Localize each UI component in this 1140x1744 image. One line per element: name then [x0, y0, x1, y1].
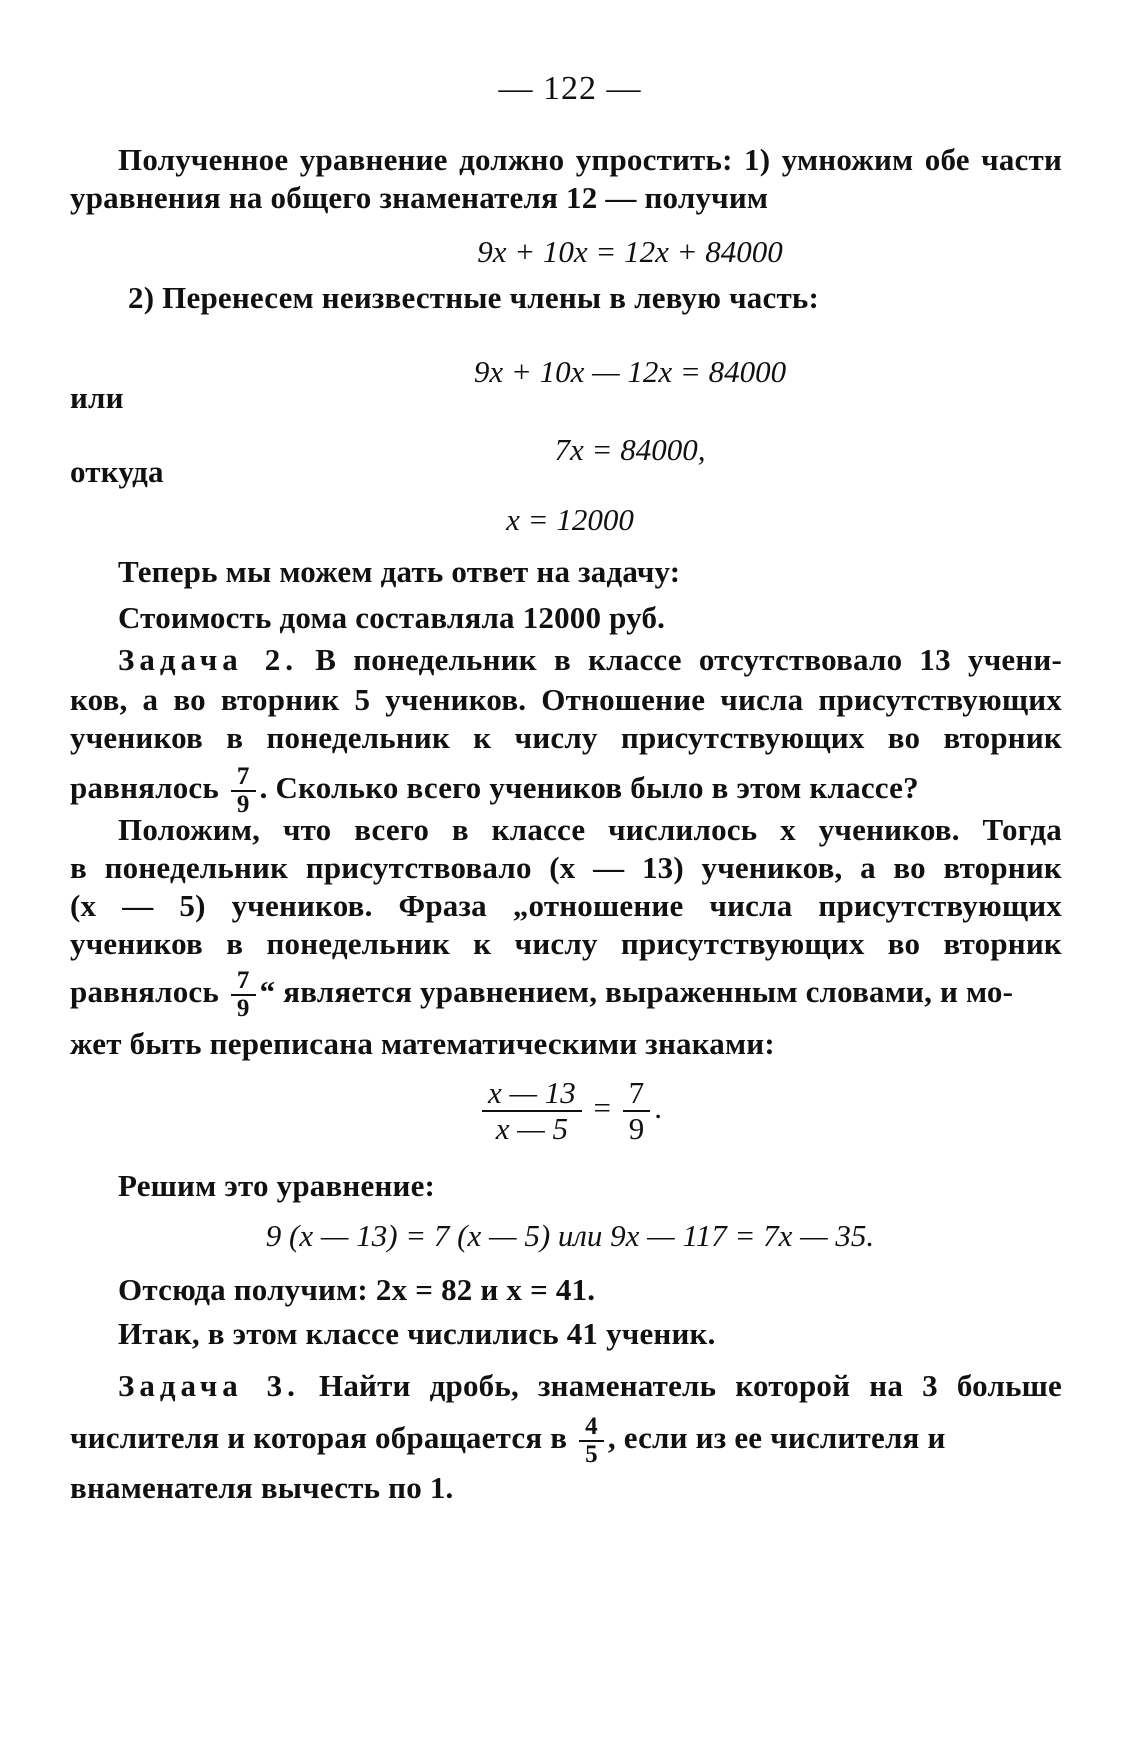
- task-3-line-2-post: , если из ее числителя и: [607, 1420, 946, 1455]
- equals-sign: =: [593, 1090, 612, 1126]
- task-2-line-4-pre: равнялось: [70, 770, 219, 805]
- answer: Стоимость дома составляла 12000 руб.: [118, 600, 666, 635]
- result-2: Итак, в этом классе числились 41 ученик.: [118, 1316, 716, 1351]
- page-number: — 122 —: [498, 70, 642, 107]
- task-2-line-1: [118, 640, 1062, 680]
- solution-2-line-5: [70, 962, 1062, 1022]
- task-2-line-2: ков, а во вторник 5 учеников. Отношение числа присутствующих: [70, 682, 1062, 717]
- task-3-line-3: внаменателя вычесть по 1.: [70, 1470, 454, 1505]
- fraction-numerator: 7: [231, 968, 256, 996]
- fraction-numerator: 4: [579, 1414, 604, 1442]
- task-3-line-1: [118, 1366, 1062, 1406]
- solution-2-line-5-post: “ является уравнением, выраженным словами, и мо-: [259, 974, 1014, 1009]
- fraction-denominator: x — 5: [495, 1111, 569, 1146]
- fraction-numerator: 7: [231, 764, 256, 792]
- paragraph-line: уравнения на общего знаменателя 12 — получим: [70, 180, 769, 215]
- solution-2-line-5-pre: равнялось: [70, 974, 219, 1009]
- equation-end: .: [654, 1090, 663, 1126]
- solution-2-line-2: в понедельник присутствовало (x — 13) учеников, а во вторник: [70, 850, 1062, 885]
- fraction-denominator: 5: [585, 1440, 598, 1468]
- fraction-numerator: x — 13: [482, 1076, 582, 1112]
- equation-5: [0, 1076, 1140, 1146]
- word-whence: откуда: [70, 454, 164, 489]
- task-2-line-4-post: . Сколько всего учеников было в этом классе?: [259, 770, 919, 805]
- fraction-denominator: 9: [628, 1111, 645, 1146]
- task-2-label: Задача 2.: [118, 642, 299, 677]
- fraction-denominator: 9: [236, 790, 250, 818]
- equation-4: x = 12000: [506, 502, 634, 537]
- task-3-label: Задача 3.: [118, 1368, 300, 1403]
- step-2-text: 2) Перенесем неизвестные члены в левую часть:: [128, 280, 819, 315]
- equation-3: 7x = 84000,: [554, 432, 706, 467]
- solution-2-line-4: учеников в понедельник к числу присутствующих во вторник: [70, 926, 1062, 961]
- solution-2-line-1: Положим, что всего в классе числилось x учеников. Тогда: [118, 812, 1062, 847]
- task-3-text: Найти дробь, знаменатель которой на 3 больше: [319, 1368, 1062, 1403]
- fraction-7-9: [231, 968, 256, 1022]
- fraction-denominator: 9: [236, 994, 250, 1022]
- task-2-text: В понедельник в классе отсутствовало 13 учени-: [315, 642, 1062, 677]
- paragraph-line: Полученное уравнение должно упростить: 1) умножим обе части: [118, 142, 1062, 177]
- answer-intro: Теперь мы можем дать ответ на задачу:: [118, 554, 681, 589]
- task-3-line-2-pre: числителя и которая обращается в: [70, 1420, 568, 1455]
- solution-2-line-3: (x — 5) учеников. Фраза „отношение числа присутствующих: [70, 888, 1062, 923]
- fraction-lhs: [482, 1076, 582, 1146]
- solution-2-line-6: жет быть переписана математическими знаками:: [70, 1026, 775, 1061]
- solve-intro: Решим это уравнение:: [118, 1168, 436, 1203]
- result-1: Отсюда получим: 2x = 82 и x = 41.: [118, 1272, 596, 1307]
- task-2-line-4: [70, 758, 1062, 818]
- fraction-4-5: [579, 1414, 604, 1468]
- fraction-rhs: [623, 1076, 651, 1146]
- task-2-line-3: учеников в понедельник к числу присутствующих во вторник: [70, 720, 1062, 755]
- equation-6: 9 (x — 13) = 7 (x — 5) или 9x — 117 = 7x — 35.: [265, 1218, 875, 1253]
- fraction-numerator: 7: [623, 1076, 651, 1112]
- task-3-line-2: [70, 1408, 1062, 1468]
- equation-2: 9x + 10x — 12x = 84000: [473, 354, 787, 389]
- word-or: или: [70, 380, 124, 415]
- equation-1: 9x + 10x = 12x + 84000: [477, 234, 783, 269]
